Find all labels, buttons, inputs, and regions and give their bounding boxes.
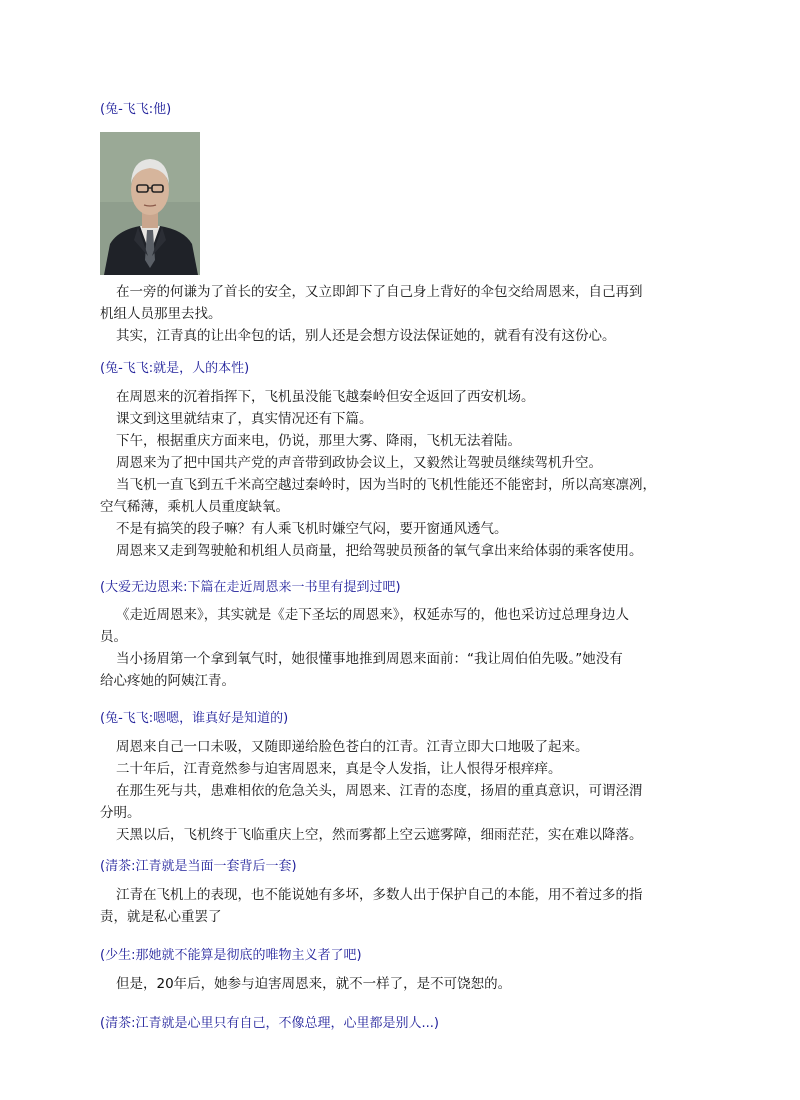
text-line: 员。 (100, 629, 127, 645)
text-line: 当小扬眉第一个拿到氧气时，她很懂事地推到周恩来面前：“我让周伯伯先吸。”她没有 (116, 651, 623, 667)
comment-1: (兔-飞飞:他) (100, 102, 172, 117)
text-line: 当飞机一直飞到五千米高空越过秦岭时，因为当时的飞机性能还不能密封，所以高寒凛冽， (116, 477, 656, 493)
comment-4: (兔-飞飞:嗯嗯，谁真好是知道的) (100, 711, 289, 726)
paragraph-block-5 (100, 884, 685, 928)
text-line: 给心疼她的阿姨江青。 (100, 673, 235, 689)
text-line: 在一旁的何谦为了首长的安全，又立即卸下了自己身上背好的伞包交给周恩来，自己再到 (116, 284, 643, 300)
text-line: 周恩来又走到驾驶舱和机组人员商量，把给驾驶员预备的氧气拿出来给体弱的乘客使用。 (116, 543, 643, 559)
comment-2: (兔-飞飞:就是，人的本性) (100, 361, 250, 376)
comment-5: (清茶:江青就是当面一套背后一套) (100, 859, 297, 874)
text-line: 责，就是私心重罢了 (100, 909, 222, 925)
text-line: 其实，江青真的让出伞包的话，别人还是会想方设法保证她的，就看有没有这份心。 (116, 328, 616, 344)
text-line: 在周恩来的沉着指挥下，飞机虽没能飞越秦岭但安全返回了西安机场。 (116, 389, 535, 405)
text-line: 江青在飞机上的表现，也不能说她有多坏，多数人出于保护自己的本能，用不着过多的指 (116, 887, 643, 903)
paragraph-block-1 (100, 281, 685, 347)
comment-6: (少生:那她就不能算是彻底的唯物主义者了吧) (100, 948, 362, 963)
paragraph-block-6 (100, 973, 685, 995)
text-line: 但是，20年后，她参与迫害周恩来，就不一样了，是不可饶恕的。 (116, 976, 512, 992)
comment-3: (大爱无边恩来:下篇在走近周恩来一书里有提到过吧) (100, 580, 401, 595)
text-line: 课文到这里就结束了，真实情况还有下篇。 (116, 411, 373, 427)
text-line: 天黑以后，飞机终于飞临重庆上空，然而雾都上空云遮雾障，细雨茫茫，实在难以降落。 (116, 827, 643, 843)
text-line: 二十年后，江青竟然参与迫害周恩来，真是令人发指，让人恨得牙根痒痒。 (116, 761, 562, 777)
text-line: 周恩来为了把中国共产党的声音带到政协会议上，又毅然让驾驶员继续驾机升空。 (116, 455, 602, 471)
text-line: 下午，根据重庆方面来电，仍说，那里大雾、降雨，飞机无法着陆。 (116, 433, 521, 449)
text-line: 机组人员那里去找。 (100, 306, 222, 322)
text-line: 《走近周恩来》，其实就是《走下圣坛的周恩来》，权延赤写的，他也采访过总理身边人 (116, 607, 629, 623)
paragraph-block-2 (100, 386, 685, 562)
text-line: 空气稀薄，乘机人员重度缺氧。 (100, 499, 289, 515)
comment-7: (清茶:江青就是心里只有自己，不像总理，心里都是别人...) (100, 1016, 439, 1031)
paragraph-block-4 (100, 736, 685, 846)
text-line: 不是有搞笑的段子嘛？有人乘飞机时嫌空气闷，要开窗通风透气。 (116, 521, 508, 537)
text-line: 在那生死与共，患难相依的危急关头，周恩来、江青的态度，扬眉的重真意识，可谓泾渭 (116, 783, 643, 799)
paragraph-block-3 (100, 604, 685, 692)
portrait-photo (100, 132, 200, 275)
text-line: 周恩来自己一口未吸，又随即递给脸色苍白的江青。江青立即大口地吸了起来。 (116, 739, 589, 755)
text-line: 分明。 (100, 805, 141, 821)
